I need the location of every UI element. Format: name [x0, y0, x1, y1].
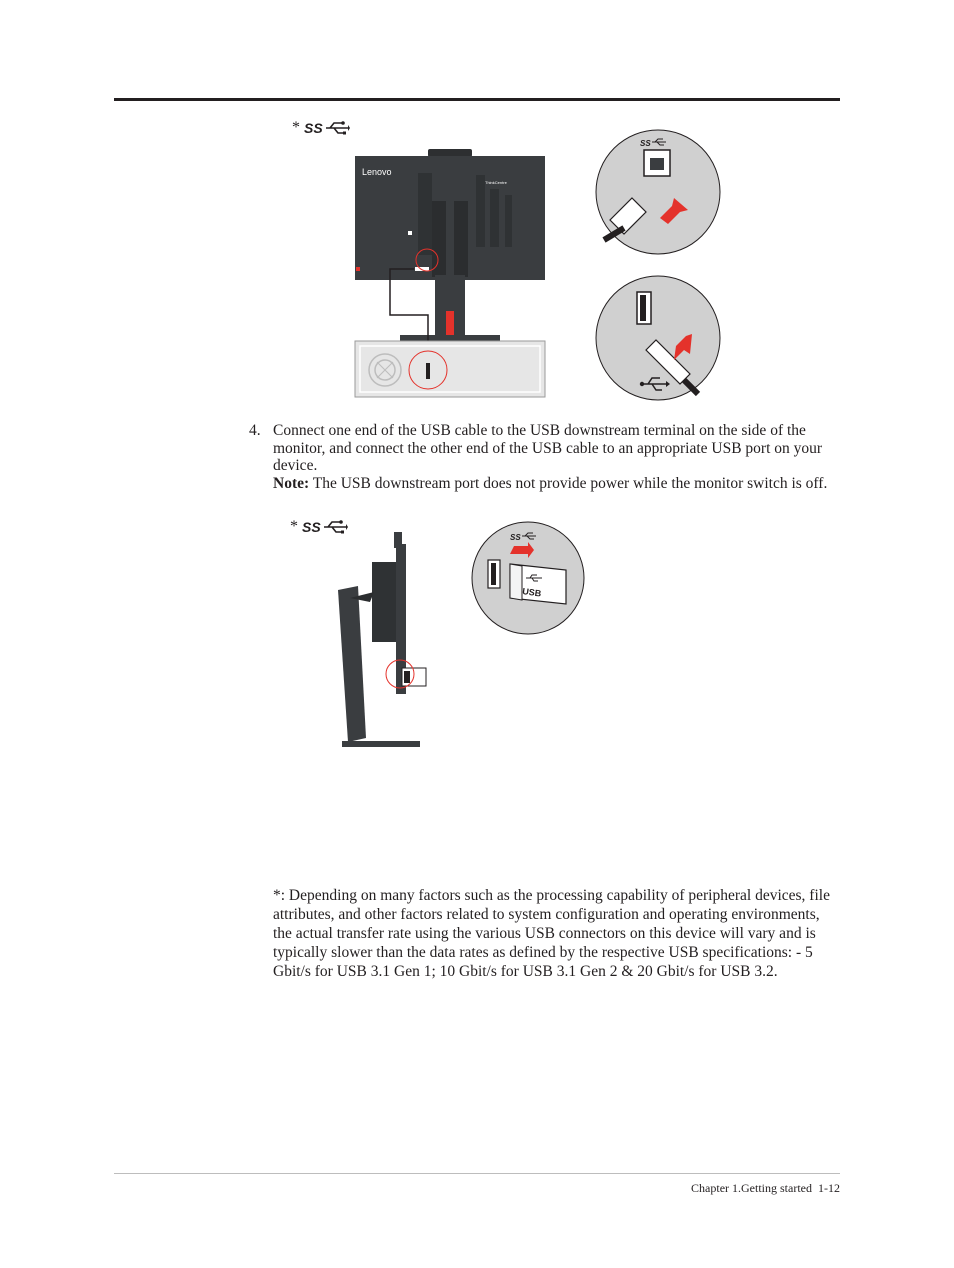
ss-usb-mark-1: * SS	[292, 119, 350, 137]
usb-plug-label: USB	[521, 586, 542, 599]
usb-b-port-detail	[594, 128, 722, 256]
svg-text:SS: SS	[510, 533, 521, 542]
thinkcentre-logo-text: ThinkCentre	[485, 180, 507, 185]
step-4-text: Connect one end of the USB cable to the USB downstream terminal on the side of the monitor, and connect the other end of the USB cable to an appropriate USB port on your device.	[273, 422, 823, 474]
usb-a-port-detail	[594, 274, 722, 402]
footer-chapter: Chapter 1.Getting started	[691, 1181, 812, 1195]
footnote: *: Depending on many factors such as the processing capability of peripheral devices, file attributes, and other factors related to system configuration and operating environments, the actual transfer rate using the various USB connectors on this device will vary and is typically slower than the data rates as defined by the respective USB specifications: - 5 Gbit/s for USB 3.1 Gen 1; 10 Gbit/s for USB 3.1 Gen 2 & 20 Gbit/s for USB 3.2.	[273, 887, 830, 980]
step-4	[249, 422, 845, 492]
svg-text:SS: SS	[302, 519, 321, 535]
header-rule	[114, 98, 840, 101]
usb-downstream-port-detail	[470, 520, 586, 636]
ss-usb-mark-2: * SS	[290, 518, 348, 536]
svg-text:SS: SS	[640, 139, 651, 148]
note-label: Note:	[273, 474, 310, 492]
monitor-rear-illustration	[350, 145, 550, 401]
step-number: 4.	[249, 422, 261, 439]
lenovo-logo-text: Lenovo	[362, 167, 392, 177]
footer-rule	[114, 1173, 840, 1174]
monitor-side-illustration	[330, 528, 430, 750]
note-text: The USB downstream port does not provide power while the monitor switch is off.	[309, 474, 828, 492]
footer-page-number: 1-12	[818, 1181, 840, 1195]
superspeed-usb-icon	[304, 120, 350, 136]
page-footer	[691, 1181, 840, 1196]
svg-text:SS: SS	[304, 120, 323, 136]
